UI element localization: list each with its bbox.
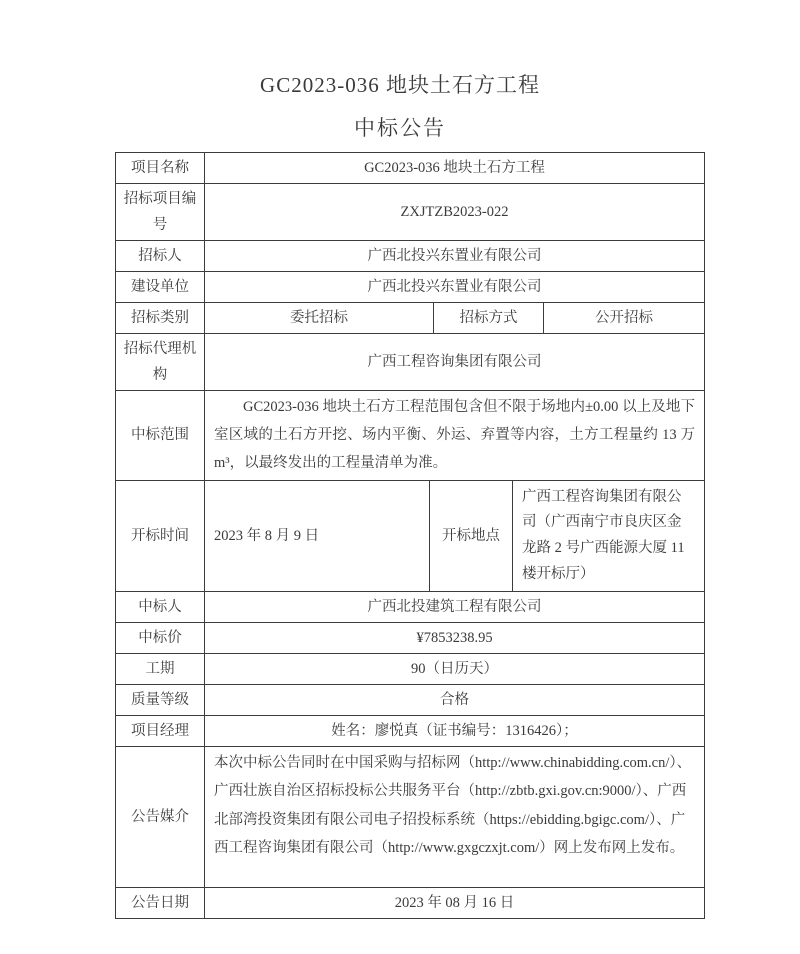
row-label: 招标类别 — [116, 303, 205, 333]
row-value-secondary: 广西工程咨询集团有限公司（广西南宁市良庆区金龙路 2 号广西能源大厦 11 楼开标厅） — [522, 488, 685, 582]
row-label: 质量等级 — [116, 685, 205, 715]
row-label-secondary: 开标地点 — [430, 481, 513, 591]
table-row-project-name — [116, 153, 704, 184]
row-value: 2023 年 8 月 9 日 — [205, 481, 430, 591]
row-label: 招标人 — [116, 241, 205, 271]
table-row-winner — [116, 592, 704, 623]
table-row-construction-unit — [116, 272, 704, 303]
table-row-tenderer — [116, 241, 704, 272]
row-label: 工期 — [116, 654, 205, 684]
announcement-media-text: 本次中标公告同时在中国采购与招标网（http://www.chinabidding.com.cn/）、广西壮族自治区招标投标公共服务平台（http://zbtb.gxi.gov.cn:9000/）、广西北部湾投资集团有限公司电子招投标系统（https://ebidding.bgigc.com/）、广西工程咨询集团有限公司（http://www.gxgczxjt.com/）网上发布网上发布。 — [214, 755, 692, 856]
row-label: 公告媒介 — [116, 747, 205, 887]
document-subtitle: 中标公告 — [354, 116, 446, 141]
row-label-secondary: 招标方式 — [434, 303, 544, 333]
announcement-table — [115, 152, 705, 920]
row-label: 公告日期 — [116, 888, 205, 918]
table-row-announcement-date — [116, 888, 704, 918]
row-label: 招标项目编号 — [116, 184, 205, 240]
row-value — [205, 747, 704, 887]
table-row-tender-project-no — [116, 184, 704, 241]
row-value-secondary: 公开招标 — [595, 309, 653, 326]
table-row-bid-opening — [116, 481, 704, 592]
row-value: 姓名：廖悦真（证书编号：1316426）； — [331, 723, 578, 740]
row-label: 中标人 — [116, 592, 205, 622]
table-row-quality-grade — [116, 685, 704, 716]
table-row-award-scope — [116, 391, 704, 481]
row-value: 90（日历天） — [411, 661, 498, 678]
row-value: 委托招标 — [205, 303, 434, 333]
row-value: 广西工程咨询集团有限公司 — [367, 353, 542, 370]
row-value: 广西北投建筑工程有限公司 — [367, 599, 542, 616]
table-row-announcement-media — [116, 747, 704, 888]
table-row-duration — [116, 654, 704, 685]
row-label: 中标价 — [116, 623, 205, 653]
row-label: 开标时间 — [116, 481, 205, 591]
row-value: 合格 — [440, 692, 469, 709]
row-label: 建设单位 — [116, 272, 205, 302]
table-row-tender-category — [116, 303, 704, 334]
row-label: 招标代理机构 — [116, 334, 205, 390]
table-row-bid-price — [116, 623, 704, 654]
award-scope-text: GC2023-036 地块土石方工程范围包含但不限于场地内±0.00 以上及地下室区域的土石方开挖、场内平衡、外运、弃置等内容，土方工程量约 13 万 m³，以最终发出的工程量清单为准。 — [214, 398, 695, 472]
row-label: 中标范围 — [116, 391, 205, 480]
table-row-tender-agency — [116, 334, 704, 391]
row-value: 2023 年 08 月 16 日 — [394, 895, 515, 912]
row-value: 广西北投兴东置业有限公司 — [367, 247, 542, 264]
row-value: 广西北投兴东置业有限公司 — [367, 278, 542, 295]
row-label: 项目名称 — [116, 153, 205, 183]
row-value: GC2023-036 地块土石方工程 — [364, 159, 545, 176]
row-value: ¥7853238.95 — [416, 630, 493, 647]
table-row-project-manager — [116, 716, 704, 747]
document-title: GC2023-036 地块土石方工程 — [260, 73, 540, 97]
row-value — [205, 391, 704, 480]
row-label: 项目经理 — [116, 716, 205, 746]
row-value: ZXJTZB2023-022 — [400, 203, 509, 220]
